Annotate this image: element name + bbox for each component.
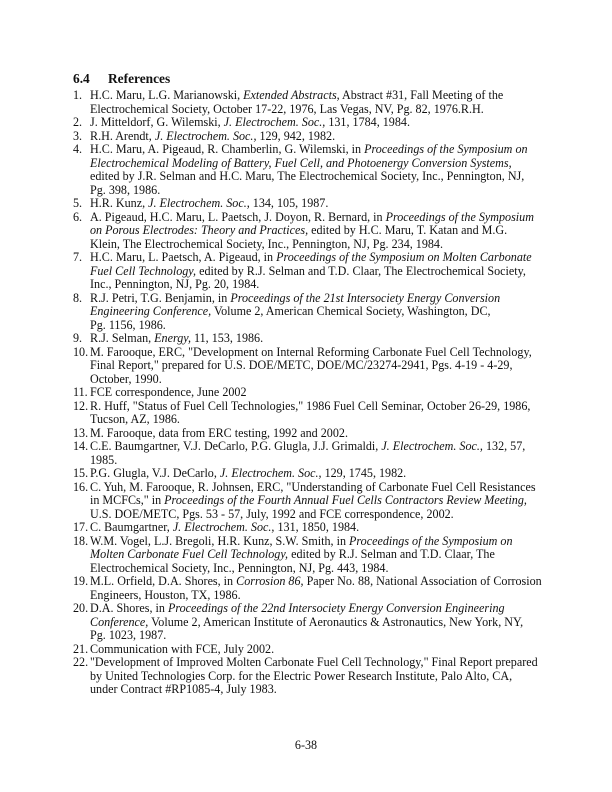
reference-text: 131, 1850, 1984. bbox=[274, 520, 360, 534]
reference-line bbox=[90, 373, 553, 387]
reference-item bbox=[73, 602, 553, 643]
reference-line bbox=[90, 184, 553, 198]
reference-text: Final Report," prepared for U.S. DOE/METC, DOE/MC/23274-2941, Pgs. 4-19 - 4-29, bbox=[90, 358, 513, 372]
page-number: 6-38 bbox=[294, 738, 318, 752]
reference-line bbox=[90, 211, 553, 225]
reference-item bbox=[73, 332, 553, 346]
reference-item bbox=[73, 211, 553, 252]
reference-line bbox=[90, 103, 553, 117]
reference-text: Pg. 398, 1986. bbox=[90, 182, 161, 197]
reference-item bbox=[73, 346, 553, 387]
reference-item bbox=[73, 427, 553, 441]
reference-text: Volume 2, American Institute of Aeronautics & Astronautics, New York, NY, bbox=[148, 614, 524, 629]
reference-text: H.C. Maru, A. Pigeaud, R. Chamberlin, G. Wilemski, in bbox=[90, 142, 365, 156]
reference-line bbox=[90, 346, 553, 360]
reference-line bbox=[90, 521, 553, 535]
reference-title-italic: Energy, bbox=[154, 331, 192, 345]
reference-number: 11. bbox=[73, 385, 88, 399]
reference-line bbox=[90, 508, 553, 522]
reference-number: 8. bbox=[73, 290, 83, 305]
reference-text: FCE correspondence, June 2002 bbox=[90, 385, 247, 399]
reference-title-italic: J. Electrochem. Soc., bbox=[154, 128, 257, 143]
reference-line bbox=[90, 467, 553, 481]
reference-line bbox=[90, 278, 553, 292]
reference-line bbox=[90, 454, 553, 468]
reference-line bbox=[90, 89, 553, 103]
reference-text: Electrochemical Society, Inc., Pennington, NJ, Pg. 443, 1984. bbox=[90, 560, 389, 575]
reference-text: 134, 105, 1987. bbox=[249, 196, 329, 210]
reference-item bbox=[73, 130, 553, 144]
reference-line bbox=[90, 494, 553, 508]
reference-text: Tucson, AZ, 1986. bbox=[90, 412, 180, 426]
reference-title-italic: Proceedings of the 21st Intersociety Energy Conversion bbox=[230, 290, 501, 305]
reference-text: 129, 1745, 1982. bbox=[321, 466, 407, 480]
section-title: References bbox=[108, 71, 171, 86]
reference-text: D.A. Shores, in bbox=[90, 601, 168, 615]
reference-line bbox=[90, 440, 553, 454]
reference-title-italic: Fuel Cell Technology, bbox=[90, 263, 197, 278]
reference-text: Paper No. 88, National Association of Corrosion bbox=[303, 574, 542, 588]
reference-line bbox=[90, 400, 553, 414]
reference-text: Volume 2, American Chemical Society, Washington, DC, bbox=[211, 304, 491, 318]
reference-line bbox=[90, 130, 553, 144]
reference-number: 3. bbox=[73, 128, 83, 143]
reference-number: 15. bbox=[73, 466, 89, 480]
reference-item bbox=[73, 197, 553, 211]
reference-text: W.M. Vogel, L.J. Bregoli, H.R. Kunz, S.W. Smith, in bbox=[90, 533, 350, 548]
reference-line bbox=[90, 602, 553, 616]
reference-line bbox=[90, 332, 553, 346]
reference-line bbox=[90, 305, 553, 319]
section-heading bbox=[73, 71, 170, 87]
reference-text: edited by J.R. Selman and H.C. Maru, The Electrochemical Society, Inc., Pennington, NJ, bbox=[90, 169, 525, 183]
reference-number: 7. bbox=[73, 250, 83, 264]
reference-text: Pg. 1023, 1987. bbox=[90, 628, 167, 642]
reference-text: M. Farooque, data from ERC testing, 1992 and 2002. bbox=[90, 425, 348, 440]
reference-number: 14. bbox=[73, 439, 89, 453]
reference-line bbox=[90, 292, 553, 306]
reference-text: edited by R.J. Selman and T.D. Claar, The Electrochemical Society, bbox=[196, 263, 526, 278]
reference-line bbox=[90, 386, 553, 400]
reference-text: C. Yuh, M. Farooque, R. Johnsen, ERC, "Understanding of Carbonate Fuel Cell Resistances bbox=[90, 479, 536, 494]
reference-item bbox=[73, 575, 553, 602]
reference-line bbox=[90, 589, 553, 603]
reference-line bbox=[90, 238, 553, 252]
reference-text: J. Mitteldorf, G. Wilemski, bbox=[90, 115, 224, 129]
reference-item bbox=[73, 643, 553, 657]
reference-number: 2. bbox=[73, 115, 83, 129]
reference-line bbox=[90, 656, 553, 670]
reference-text: edited by H.C. Maru, T. Katan and M.G. bbox=[308, 223, 508, 237]
reference-text: 132, 57, bbox=[482, 439, 526, 453]
reference-number: 22. bbox=[73, 655, 89, 669]
reference-title-italic: Proceedings of the 22nd Intersociety Energy Conversion Engineering bbox=[167, 601, 505, 615]
reference-number: 6. bbox=[73, 209, 83, 224]
reference-number: 1. bbox=[73, 88, 83, 102]
reference-text: edited by R.J. Selman and T.D. Claar, The bbox=[288, 547, 495, 561]
reference-line bbox=[90, 616, 553, 630]
reference-text: R.H. Arendt, bbox=[90, 128, 155, 143]
reference-line bbox=[90, 224, 553, 238]
reference-title-italic: Conference, bbox=[90, 614, 149, 629]
reference-line bbox=[90, 575, 553, 589]
reference-text: P.G. Glugla, V.J. DeCarlo, bbox=[90, 466, 220, 480]
reference-line bbox=[90, 170, 553, 184]
reference-text: Klein, The Electrochemical Society, Inc., Pennington, NJ, Pg. 234, 1984. bbox=[90, 236, 444, 251]
reference-item bbox=[73, 535, 553, 576]
reference-line bbox=[90, 535, 553, 549]
reference-text: October, 1990. bbox=[90, 371, 162, 386]
reference-line bbox=[90, 359, 553, 373]
reference-item bbox=[73, 481, 553, 522]
reference-line bbox=[90, 265, 553, 279]
reference-line bbox=[90, 319, 553, 333]
reference-line bbox=[90, 683, 553, 697]
reference-title-italic: Engineering Conference, bbox=[90, 304, 212, 318]
reference-text: Communication with FCE, July 2002. bbox=[90, 641, 275, 656]
reference-title-italic: on Porous Electrodes: Theory and Practices, bbox=[90, 223, 309, 237]
reference-line bbox=[90, 629, 553, 643]
reference-title-italic: J. Electrochem. Soc., bbox=[223, 115, 326, 129]
reference-item bbox=[73, 467, 553, 481]
reference-text: R.J. Petri, T.G. Benjamin, in bbox=[90, 290, 231, 305]
reference-title-italic: Proceedings of the Symposium on bbox=[364, 142, 528, 156]
reference-line bbox=[90, 548, 553, 562]
reference-item bbox=[73, 143, 553, 197]
reference-item bbox=[73, 116, 553, 130]
reference-title-italic: Proceedings of the Symposium on Molten Carbonate bbox=[276, 250, 532, 264]
reference-text: 131, 1784, 1984. bbox=[325, 115, 410, 129]
reference-title-italic: Electrochemical Modeling of Battery, Fuel Cell, and Photoenergy Conversion Systems, bbox=[90, 155, 512, 170]
reference-title-italic: Molten Carbonate Fuel Cell Technology, bbox=[90, 547, 289, 561]
reference-line bbox=[90, 143, 553, 157]
reference-line bbox=[90, 562, 553, 576]
reference-title-italic: Corrosion 86, bbox=[236, 574, 304, 588]
reference-item bbox=[73, 521, 553, 535]
reference-text: M. Farooque, ERC, "Development on Internal Reforming Carbonate Fuel Cell Technology, bbox=[90, 344, 532, 359]
reference-text: M.L. Orfield, D.A. Shores, in bbox=[90, 574, 237, 588]
reference-text: Engineers, Houston, TX, 1986. bbox=[90, 587, 241, 602]
reference-text: "Development of Improved Molten Carbonate Fuel Cell Technology," Final Report prepared bbox=[90, 655, 538, 669]
reference-line bbox=[90, 157, 553, 171]
section-number: 6.4 bbox=[73, 71, 90, 86]
reference-text: H.C. Maru, L.G. Marianowski, bbox=[90, 88, 244, 102]
reference-item bbox=[73, 292, 553, 333]
reference-list bbox=[73, 89, 553, 697]
reference-title-italic: J. Electrochem. Soc., bbox=[381, 439, 483, 453]
reference-text: Pg. 1156, 1986. bbox=[90, 317, 166, 332]
reference-text: H.C. Maru, L. Paetsch, A. Pigeaud, in bbox=[90, 250, 277, 264]
reference-text: H.R. Kunz, bbox=[90, 196, 149, 210]
reference-number: 4. bbox=[73, 142, 83, 156]
reference-number: 12. bbox=[73, 398, 89, 413]
reference-line bbox=[90, 251, 553, 265]
reference-text: in MCFCs," in bbox=[90, 493, 165, 507]
reference-item bbox=[73, 400, 553, 427]
reference-text: 1985. bbox=[90, 452, 118, 467]
reference-line bbox=[90, 116, 553, 130]
reference-number: 16. bbox=[73, 479, 89, 494]
reference-item bbox=[73, 89, 553, 116]
reference-title-italic: Proceedings of the Fourth Annual Fuel Cells Contractors Review Meeting, bbox=[164, 493, 527, 507]
reference-number: 13. bbox=[73, 425, 89, 440]
reference-number: 19. bbox=[73, 574, 89, 588]
reference-text: Inc., Pennington, NJ, Pg. 20, 1984. bbox=[90, 277, 260, 291]
reference-title-italic: Proceedings of the Symposium bbox=[385, 209, 534, 224]
reference-title-italic: J. Electrochem. Soc., bbox=[172, 520, 275, 534]
reference-line bbox=[90, 413, 553, 427]
reference-text: 11, 153, 1986. bbox=[191, 331, 264, 345]
reference-number: 17. bbox=[73, 520, 89, 534]
reference-text: R. Huff, "Status of Fuel Cell Technologies," 1986 Fuel Cell Seminar, October 26-29, 1986, bbox=[90, 398, 531, 413]
reference-text: under Contract #RP1085-4, July 1983. bbox=[90, 682, 277, 696]
reference-number: 9. bbox=[73, 331, 83, 345]
reference-text: Abstract #31, Fall Meeting of the bbox=[339, 88, 504, 102]
reference-text: R.J. Selman, bbox=[90, 331, 155, 345]
reference-title-italic: J. Electrochem. Soc., bbox=[219, 466, 322, 480]
reference-text: C.E. Baumgartner, V.J. DeCarlo, P.G. Glugla, J.J. Grimaldi, bbox=[90, 439, 382, 453]
reference-text: Electrochemical Society, October 17-22, 1976, Las Vegas, NV, Pg. 82, 1976.R.H. bbox=[90, 101, 484, 116]
reference-text: U.S. DOE/METC, Pgs. 53 - 57, July, 1992 and FCE correspondence, 2002. bbox=[90, 506, 454, 521]
reference-title-italic: Proceedings of the Symposium on bbox=[349, 533, 513, 548]
reference-item bbox=[73, 440, 553, 467]
reference-line bbox=[90, 670, 553, 684]
reference-line bbox=[90, 643, 553, 657]
reference-number: 18. bbox=[73, 533, 89, 548]
reference-title-italic: J. Electrochem. Soc., bbox=[148, 196, 250, 210]
reference-number: 21. bbox=[73, 641, 89, 656]
reference-number: 5. bbox=[73, 196, 83, 210]
reference-line bbox=[90, 427, 553, 441]
reference-text: C. Baumgartner, bbox=[90, 520, 173, 534]
reference-text: A. Pigeaud, H.C. Maru, L. Paetsch, J. Doyon, R. Bernard, in bbox=[90, 209, 386, 224]
reference-text: 129, 942, 1982. bbox=[256, 128, 336, 143]
reference-item bbox=[73, 656, 553, 697]
reference-number: 20. bbox=[73, 601, 89, 615]
reference-line bbox=[90, 481, 553, 495]
reference-item bbox=[73, 251, 553, 292]
reference-text: by United Technologies Corp. for the Electric Power Research Institute, Palo Alto, CA, bbox=[90, 668, 513, 683]
reference-title-italic: Extended Abstracts, bbox=[243, 88, 340, 102]
reference-number: 10. bbox=[73, 344, 89, 359]
reference-item bbox=[73, 386, 553, 400]
reference-line bbox=[90, 197, 553, 211]
